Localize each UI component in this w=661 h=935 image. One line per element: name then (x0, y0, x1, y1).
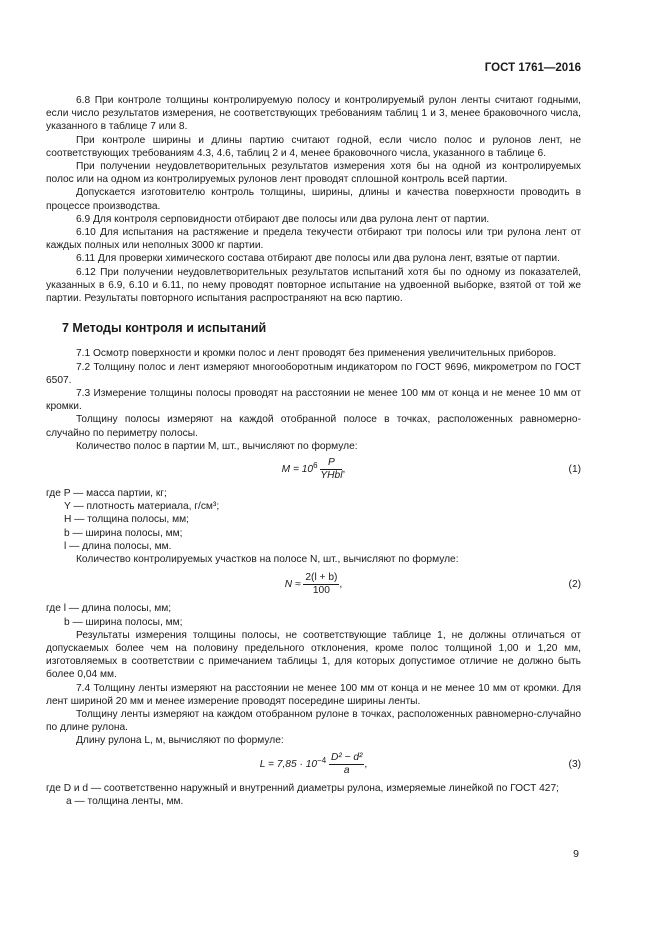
paragraph: 7.1 Осмотр поверхности и кромки полос и лент проводят без применения увеличительных приборов. (76, 348, 557, 360)
definition: l — длина полосы, мм. (64, 540, 172, 552)
formula-fraction (303, 572, 339, 597)
formula-number: (2) (568, 579, 581, 591)
paragraph: Длину рулона L, м, вычисляют по формуле: (76, 735, 284, 747)
formula-2 (46, 572, 581, 602)
paragraph: 7.3 Измерение толщины полосы проводят на расстоянии не менее 100 мм от конца и не менее 10 мм от кромки. (46, 388, 581, 413)
definition: где l — длина полосы, мм; (46, 603, 172, 615)
paragraph: Количество контролируемых участков на полосе N, шт., вычисляют по формуле: (76, 554, 459, 566)
formula-1 (46, 457, 581, 487)
formula-lhs: N ≈ (284, 579, 301, 591)
definition: где P — масса партии, кг; (46, 488, 167, 500)
section-heading: 7 Методы контроля и испытаний (62, 321, 267, 336)
formula-number: (1) (568, 464, 581, 476)
paragraph: 6.9 Для контроля серповидности отбирают две полосы или два рулона лент от партии. (76, 213, 490, 225)
formula-numerator: 2(l + b) (305, 572, 338, 584)
paragraph: Допускается изготовителю контроль толщины, ширины, длины и качества поверхности проводить в процессе производства. (46, 187, 581, 212)
document-header: ГОСТ 1761—2016 (484, 62, 581, 74)
paragraph: 6.8 При контроле толщины контролируемую полосу и контролируемый рулон ленты считают годными, если число результатов измерения, не соответствующих требованиям таблиц 1 и 3, менее браковочного числа, указанного в таблице 7 или 8. (46, 95, 581, 133)
formula-tail: , (339, 579, 343, 591)
paragraph: При получении неудовлетворительных результатов измерения хотя бы на одной из контролируемых полос или на одном из контролируемых рулонов лент проводят сплошной контроль всей партии. (46, 161, 581, 186)
definition: b — ширина полосы, мм; (64, 616, 183, 628)
formula-fraction (329, 752, 364, 777)
formula-lhs: L = 7,85 · 10 (259, 758, 318, 770)
formula-denominator: a (343, 764, 350, 776)
paragraph: 7.2 Толщину полос и лент измеряют многооборотным индикатором по ГОСТ 9696, микрометром по ГОСТ 6507. (46, 361, 581, 386)
paragraph: 6.12 При получении неудовлетворительных результатов испытаний хотя бы по одному из показателей, указанных в 6.9, 6.10 и 6.11, по нему проводят повторное испытание на удвоенной выборке, взятой от той же партии. Результаты повторного испытания распространяют на всю партию. (46, 266, 581, 305)
definition: где D и d — соответственно наружный и внутренний диаметры рулона, измеряемые линейкой по ГОСТ 427; (46, 782, 559, 794)
formula-lhs: M = 10 (281, 464, 314, 476)
formula-numerator: P (320, 457, 342, 470)
paragraph: 6.11 Для проверки химического состава отбирают две полосы или два рулона лент, взятые от партии. (76, 253, 560, 265)
paragraph: Результаты измерения толщины полосы, не соответствующие таблице 1, не должны отличаться от допускаемых более чем на половину предельного отклонения, кроме полос толщиной 1,00 и 1,20 мм, изготовляемых в соответствии с примечанием таблицы 1, для которых допустимое отличие не должно быть более 0,04 мм. (46, 629, 581, 681)
definition: a — толщина ленты, мм. (66, 795, 184, 807)
definition: b — ширина полосы, мм; (64, 527, 183, 539)
formula-tail: , (364, 758, 368, 770)
definition: Y — плотность материала, г/см³; (64, 501, 220, 513)
formula-denominator: 100 (312, 585, 330, 597)
formula-tail: , (342, 464, 346, 476)
paragraph: 7.4 Толщину ленты измеряют на расстоянии не менее 100 мм от конца и не менее 10 мм от кромки. Для лент шириной 20 мм и менее измерение проводят посередине ширины ленты. (46, 682, 581, 707)
formula-denominator: YHbl (320, 470, 343, 482)
paragraph: Количество полос в партии M, шт., вычисляют по формуле: (76, 440, 358, 452)
paragraph: При контроле ширины и длины партию считают годной, если число полос и рулонов лент, не соответствующих требованиям 4.3, 4.6, таблиц 2 и 4, менее браковочного числа, указанного в таблице 6. (46, 134, 581, 159)
formula-exponent: 6 (313, 460, 318, 470)
formula-3 (46, 752, 581, 782)
definition: H — толщина полосы, мм; (64, 514, 189, 526)
formula-fraction (320, 457, 342, 482)
formula-number: (3) (568, 758, 581, 770)
formula-numerator: D² − d² (331, 751, 363, 763)
paragraph: Толщину полосы измеряют на каждой отобранной полосе в точках, расположенных равномерно-случайно по периметру полосы. (46, 414, 581, 439)
paragraph: 6.10 Для испытания на растяжение и предела текучести отбирают три полосы или три рулона лент от каждых полных или неполных 3000 кг партии. (46, 227, 581, 252)
document-body (46, 94, 581, 808)
formula-exponent: −4 (317, 755, 327, 765)
paragraph: Толщину ленты измеряют на каждом отобранном рулоне в точках, расположенных равномерно-случайно по длине рулона. (46, 708, 581, 734)
page-number: 9 (573, 848, 579, 860)
